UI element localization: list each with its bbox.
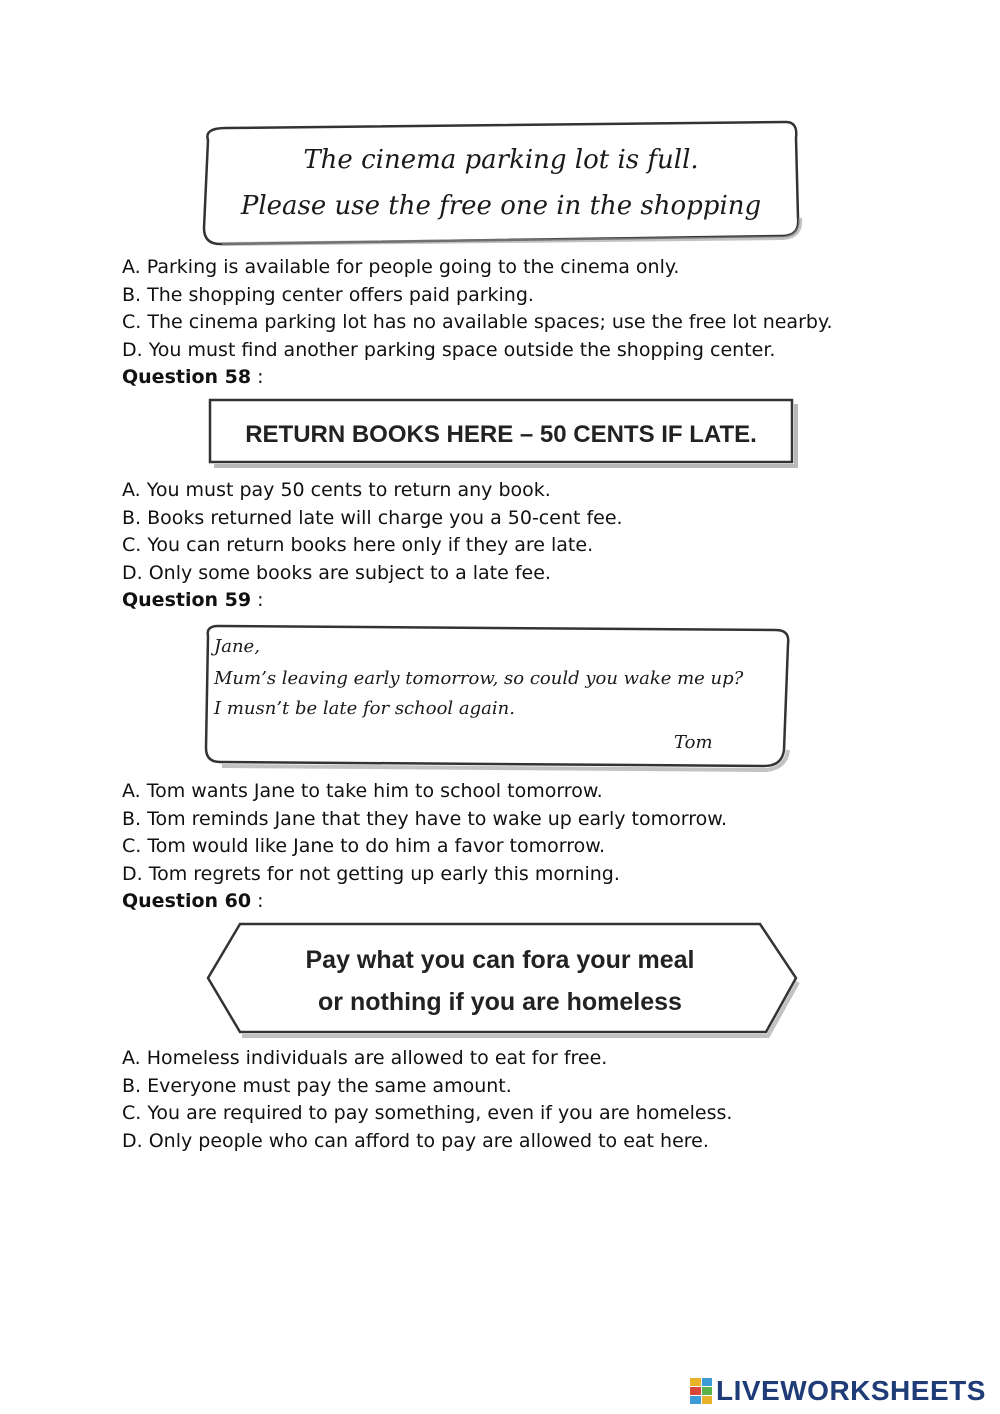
q57-option-b: B. The shopping center offers paid parking.	[122, 284, 534, 306]
q58-heading	[122, 365, 264, 389]
q58-label: Question 58	[122, 366, 252, 388]
return-books-sign	[206, 396, 800, 474]
note-line2: I musn’t be late for school again.	[214, 698, 515, 719]
q60-option-a: A. Homeless individuals are allowed to eat for free.	[122, 1047, 608, 1069]
parking-sign-line2: Please use the free one in the shopping	[240, 191, 762, 221]
liveworksheets-logo[interactable]	[690, 1374, 990, 1408]
q58-option-d: D. Only some books are subject to a late fee.	[122, 562, 551, 584]
meal-sign	[202, 918, 802, 1042]
q57-option-d: D. You must find another parking space outside the shopping center.	[122, 339, 776, 361]
q58-option-b: B. Books returned late will charge you a 50-cent fee.	[122, 507, 623, 529]
q60-heading	[122, 889, 264, 913]
q59-option-b: B. Tom reminds Jane that they have to wake up early tomorrow.	[122, 808, 728, 830]
q60-option-c: C. You are required to pay something, even if you are homeless.	[122, 1102, 733, 1124]
q59-option-d: D. Tom regrets for not getting up early this morning.	[122, 863, 620, 885]
liveworksheets-logo-icon	[690, 1378, 712, 1404]
return-books-sign-text: RETURN BOOKS HERE – 50 CENTS IF LATE.	[245, 421, 757, 448]
note-card	[198, 620, 798, 774]
q60-option-d: D. Only people who can afford to pay are allowed to eat here.	[122, 1130, 709, 1152]
q59-option-a: A. Tom wants Jane to take him to school tomorrow.	[122, 780, 603, 802]
q58-suffix: :	[251, 366, 264, 388]
note-greeting: Jane,	[214, 636, 260, 657]
note-line1: Mum’s leaving early tomorrow, so could you wake me up?	[214, 668, 744, 689]
q60-option-b: B. Everyone must pay the same amount.	[122, 1075, 512, 1097]
q59-label: Question 59	[122, 589, 252, 611]
liveworksheets-logo-text: LIVEWORKSHEETS	[716, 1375, 986, 1406]
meal-sign-line1: Pay what you can fora your meal	[305, 946, 695, 974]
q59-heading	[122, 588, 264, 612]
q58-option-a: A. You must pay 50 cents to return any book.	[122, 479, 551, 501]
parking-sign-line1: The cinema parking lot is full.	[303, 145, 699, 175]
q59-option-c: C. Tom would like Jane to do him a favor tomorrow.	[122, 835, 606, 857]
q57-option-a: A. Parking is available for people going to the cinema only.	[122, 256, 680, 278]
q57-option-c: C. The cinema parking lot has no available spaces; use the free lot nearby.	[122, 311, 833, 333]
q60-suffix: :	[251, 890, 264, 912]
meal-sign-line2: or nothing if you are homeless	[318, 988, 682, 1016]
parking-sign	[196, 118, 806, 250]
q60-label: Question 60	[122, 890, 252, 912]
note-signature: Tom	[674, 732, 713, 753]
q59-suffix: :	[251, 589, 264, 611]
q58-option-c: C. You can return books here only if they are late.	[122, 534, 594, 556]
